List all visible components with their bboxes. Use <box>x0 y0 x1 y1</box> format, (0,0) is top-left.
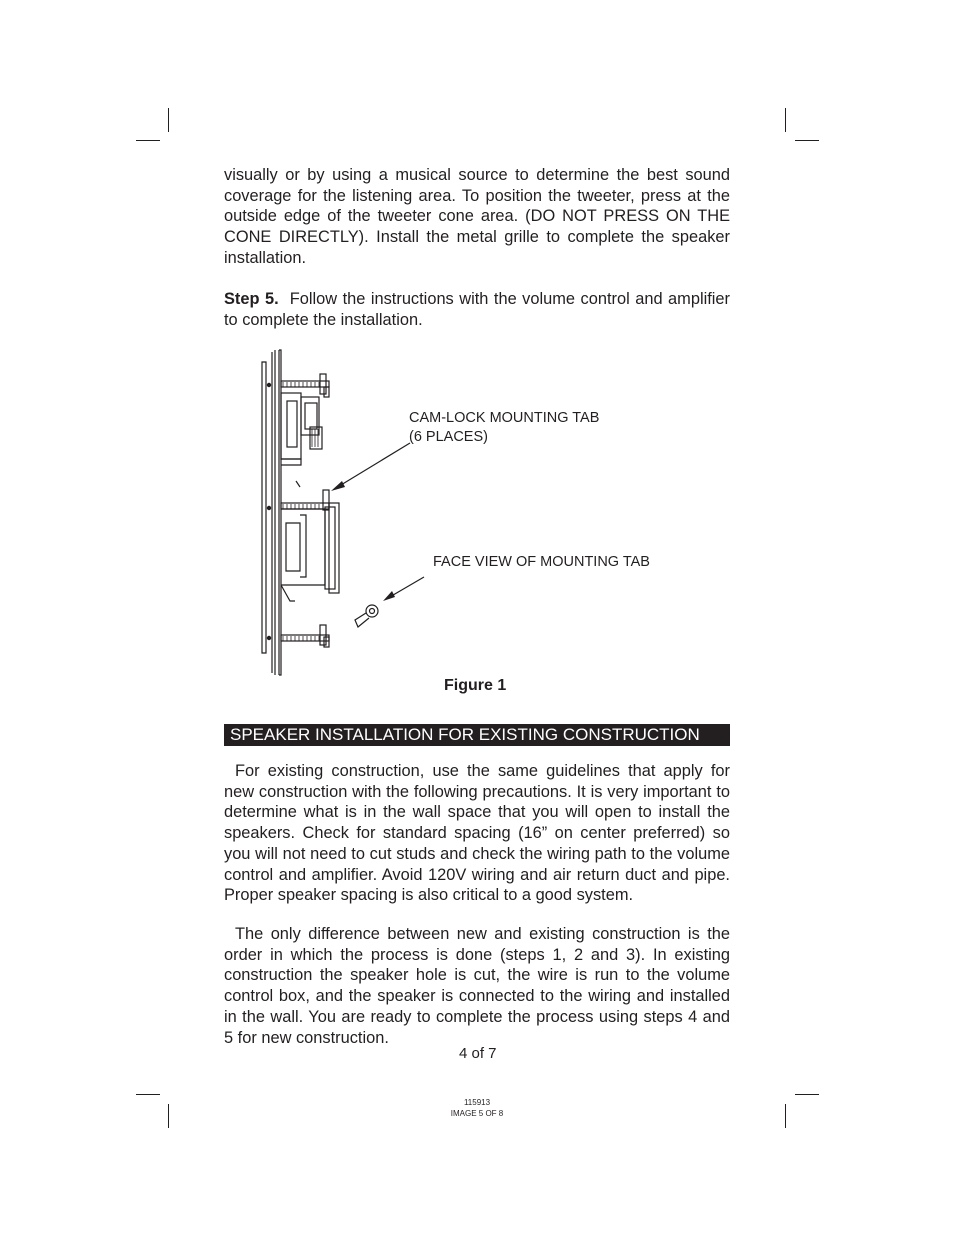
tweeter-housing <box>281 393 301 459</box>
body-paragraph-2: For existing construction, use the same guidelines that apply for new construction with the following precautions. It is very important to determine what is in the wall space that you will open to install the speakers. Check for standard spacing (16” on center preferred) so you will not need to cut studs and check the wiring path to the volume control and amplifier. Avoid 120V wiring and air return duct and pipe. Proper speaker spacing is also critical to a good system. <box>224 762 730 905</box>
top-clamp <box>281 381 329 387</box>
figure-caption: Figure 1 <box>444 677 507 694</box>
speaker-baffle <box>272 350 279 675</box>
middle-clamp <box>281 503 329 509</box>
body-paragraph-3: The only difference between new and existing construction is the order in which the process is done (steps 1, 2 and 3). In existing construction the speaker hole is cut, the wire is run to the volume control box, and the speaker is connected to the wiring and installed in the wall. You are ready to complete the process using steps 4 and 5 for new construction. <box>224 925 730 1047</box>
woofer-basket <box>281 509 325 585</box>
section-header: SPEAKER INSTALLATION FOR EXISTING CONSTRUCTION <box>224 724 730 746</box>
callout-cam-lock-line-2: (6 PLACES) <box>409 429 488 445</box>
speaker-side-view-diagram <box>250 345 680 680</box>
bottom-clamp <box>281 635 329 641</box>
mounting-tab-face-view <box>355 605 378 627</box>
grille-edge <box>262 362 266 653</box>
callout-cam-lock-tab <box>409 409 599 447</box>
crop-mark-tl-v <box>168 108 169 132</box>
step-5-text: Follow the instructions with the volume control and amplifier to complete the installation. <box>224 290 730 329</box>
page-number: 4 of 7 <box>459 1045 497 1062</box>
crop-mark-tr-h <box>795 140 819 141</box>
body-paragraph-1: visually or by using a musical source to determine the best sound coverage for the listening area. To position the tweeter, press at the outside edge of the tweeter cone area. (DO NOT PRESS ON THE CONE DIRECTLY). Install the metal grille to complete the speaker installation. <box>224 166 730 267</box>
crop-mark-tr-v <box>785 108 786 132</box>
document-id-line-1: 115913 <box>463 1098 491 1107</box>
document-id-line-2: IMAGE 5 OF 8 <box>450 1109 504 1118</box>
document-id <box>0 1097 954 1119</box>
leader-arrow-1 <box>336 443 410 488</box>
crop-mark-br-h <box>795 1094 819 1095</box>
crop-mark-bl-h <box>136 1094 160 1095</box>
callout-cam-lock-line-1: CAM-LOCK MOUNTING TAB <box>409 410 600 426</box>
step-5-label: Step 5. <box>224 290 279 308</box>
crop-mark-tl-h <box>136 140 160 141</box>
step-5-paragraph <box>224 289 730 330</box>
callout-face-view: FACE VIEW OF MOUNTING TAB <box>433 554 650 570</box>
